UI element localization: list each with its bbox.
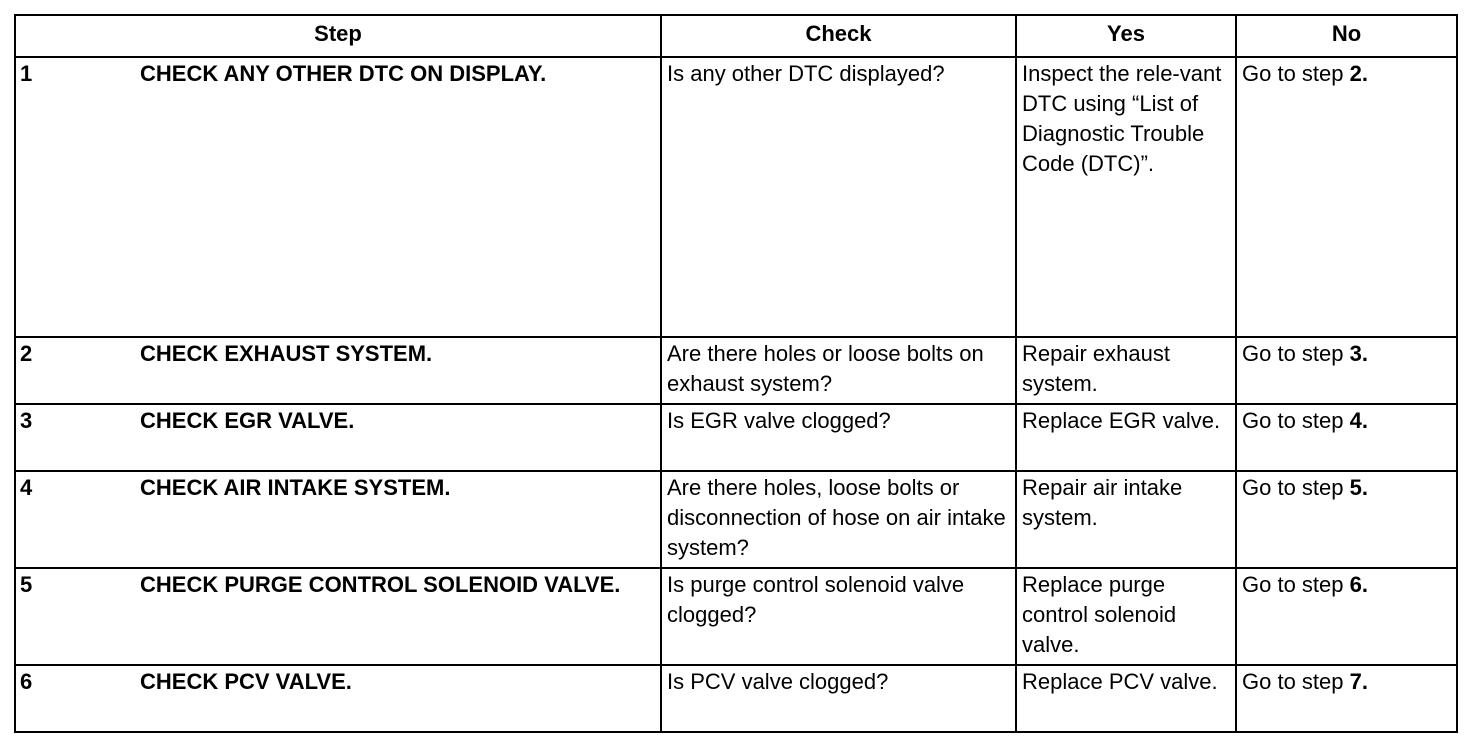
table-row (15, 471, 1457, 568)
header-no: No (1236, 15, 1457, 57)
no-cell (1236, 404, 1457, 471)
step-text: CHECK ANY OTHER DTC ON DISPLAY. (140, 61, 547, 86)
step-number: 6 (20, 669, 33, 694)
yes-cell: Replace EGR valve. (1016, 404, 1236, 471)
step-text: CHECK AIR INTAKE SYSTEM. (140, 475, 451, 500)
no-prefix: Go to step (1242, 475, 1350, 500)
yes-cell: Replace PCV valve. (1016, 665, 1236, 732)
check-cell: Are there holes or loose bolts on exhaust system? (661, 337, 1016, 404)
check-cell: Is purge control solenoid valve clogged? (661, 568, 1016, 665)
no-cell (1236, 471, 1457, 568)
no-prefix: Go to step (1242, 408, 1350, 433)
no-prefix: Go to step (1242, 61, 1350, 86)
table-row (15, 337, 1457, 404)
yes-cell: Repair exhaust system. (1016, 337, 1236, 404)
no-cell (1236, 57, 1457, 337)
step-number: 2 (20, 341, 33, 366)
step-text: CHECK EGR VALVE. (140, 408, 355, 433)
no-cell (1236, 337, 1457, 404)
step-cell (15, 57, 661, 337)
step-number: 3 (20, 408, 33, 433)
step-number: 1 (20, 61, 33, 86)
header-row (15, 15, 1457, 57)
step-cell (15, 568, 661, 665)
step-cell (15, 665, 661, 732)
no-cell (1236, 665, 1457, 732)
no-step: 3. (1349, 341, 1368, 366)
no-step: 6. (1349, 572, 1368, 597)
no-prefix: Go to step (1242, 572, 1350, 597)
table-row (15, 57, 1457, 337)
step-text: CHECK EXHAUST SYSTEM. (140, 341, 433, 366)
check-cell: Are there holes, loose bolts or disconnection of hose on air intake system? (661, 471, 1016, 568)
check-cell: Is EGR valve clogged? (661, 404, 1016, 471)
check-cell: Is any other DTC displayed? (661, 57, 1016, 337)
step-number: 4 (20, 475, 33, 500)
header-step: Step (15, 15, 661, 57)
step-number: 5 (20, 572, 33, 597)
step-text: CHECK PCV VALVE. (140, 669, 352, 694)
header-check: Check (661, 15, 1016, 57)
diagnostic-table (14, 14, 1458, 733)
no-step: 4. (1349, 408, 1368, 433)
no-prefix: Go to step (1242, 341, 1350, 366)
table-row (15, 404, 1457, 471)
no-step: 5. (1349, 475, 1368, 500)
no-step: 2. (1349, 61, 1368, 86)
no-cell (1236, 568, 1457, 665)
no-prefix: Go to step (1242, 669, 1350, 694)
step-cell (15, 337, 661, 404)
yes-cell: Inspect the rele-vant DTC using “List of Diagnostic Trouble Code (DTC)”. (1016, 57, 1236, 337)
step-cell (15, 404, 661, 471)
table-row (15, 665, 1457, 732)
yes-cell: Replace purge control solenoid valve. (1016, 568, 1236, 665)
table-row (15, 568, 1457, 665)
step-cell (15, 471, 661, 568)
yes-cell: Repair air intake system. (1016, 471, 1236, 568)
header-yes: Yes (1016, 15, 1236, 57)
step-text: CHECK PURGE CONTROL SOLENOID VALVE. (140, 572, 621, 597)
no-step: 7. (1349, 669, 1368, 694)
check-cell: Is PCV valve clogged? (661, 665, 1016, 732)
